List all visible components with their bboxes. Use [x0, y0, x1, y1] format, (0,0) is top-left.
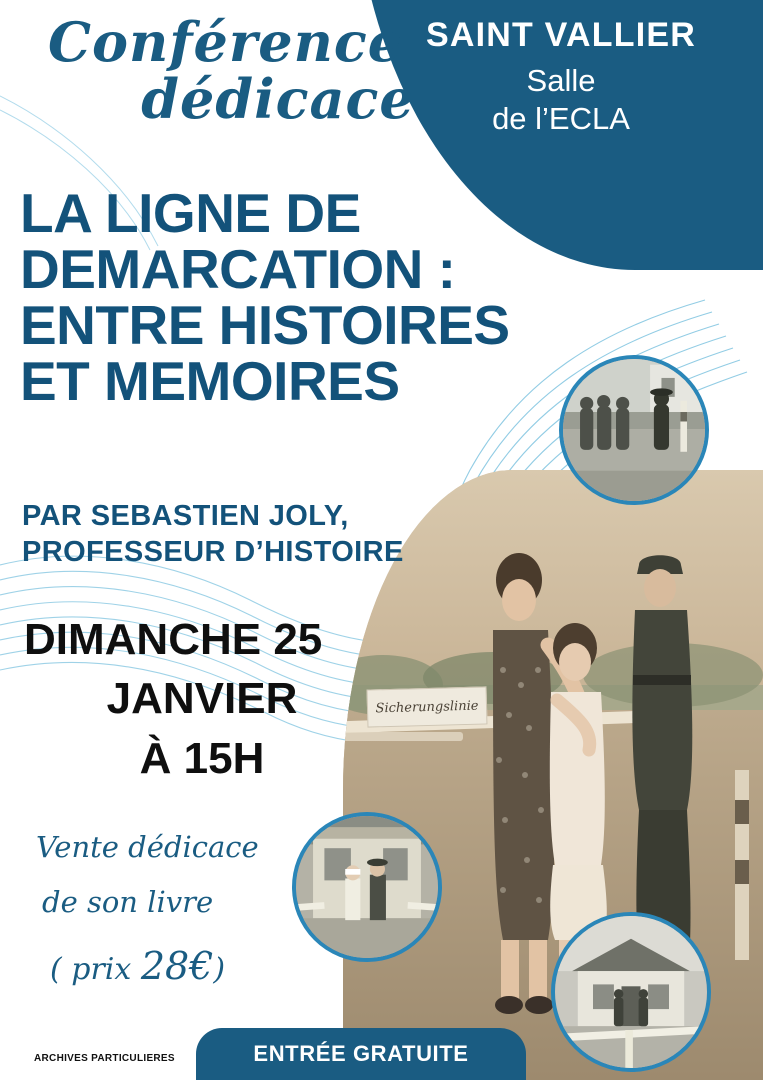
price-prefix: ( prix	[50, 952, 141, 988]
date-line2: JANVIER	[106, 674, 298, 724]
speaker-line1: PAR SEBASTIEN JOLY,	[22, 500, 349, 532]
title-line3: ENTRE HISTOIRES	[20, 294, 510, 357]
free-entry-label: ENTRÉE GRATUITE	[253, 1041, 469, 1066]
script-heading-line2: dédicace	[141, 66, 415, 131]
script-heading	[48, 10, 468, 131]
venue-hall-line2: de l’ECLA	[492, 101, 630, 137]
price-value: 28€	[140, 944, 214, 989]
title-line1: LA LIGNE DE	[20, 182, 361, 244]
page-title	[20, 182, 560, 413]
archives-credit: ARCHIVES PARTICULIERES	[34, 1053, 175, 1064]
free-entry-banner	[196, 1028, 526, 1080]
speaker-block	[22, 498, 542, 571]
script-heading-line1: Conférence	[48, 10, 404, 74]
date-line1: DIMANCHE 25	[24, 615, 323, 664]
circle-photo-officers	[559, 355, 709, 505]
book-sale-note	[36, 820, 336, 1002]
venue-hall-line1: Salle	[526, 62, 596, 98]
title-line2: DEMARCATION :	[20, 238, 456, 301]
date-line3: À 15H	[139, 733, 265, 783]
circle-photo-guardhouse	[551, 912, 711, 1072]
title-line4: ET MEMOIRES	[20, 350, 400, 413]
speaker-line2: PROFESSEUR D’HISTOIRE	[22, 536, 404, 569]
book-price-line	[36, 930, 336, 1002]
book-sale-line1: Vente dédicace	[36, 830, 259, 864]
book-sale-line2: de son livre	[42, 885, 214, 920]
event-date	[12, 610, 392, 788]
venue-city: SAINT VALLIER	[426, 16, 696, 54]
photo-sign-label: Sicherungslinie	[367, 686, 488, 727]
price-suffix: )	[213, 952, 226, 988]
